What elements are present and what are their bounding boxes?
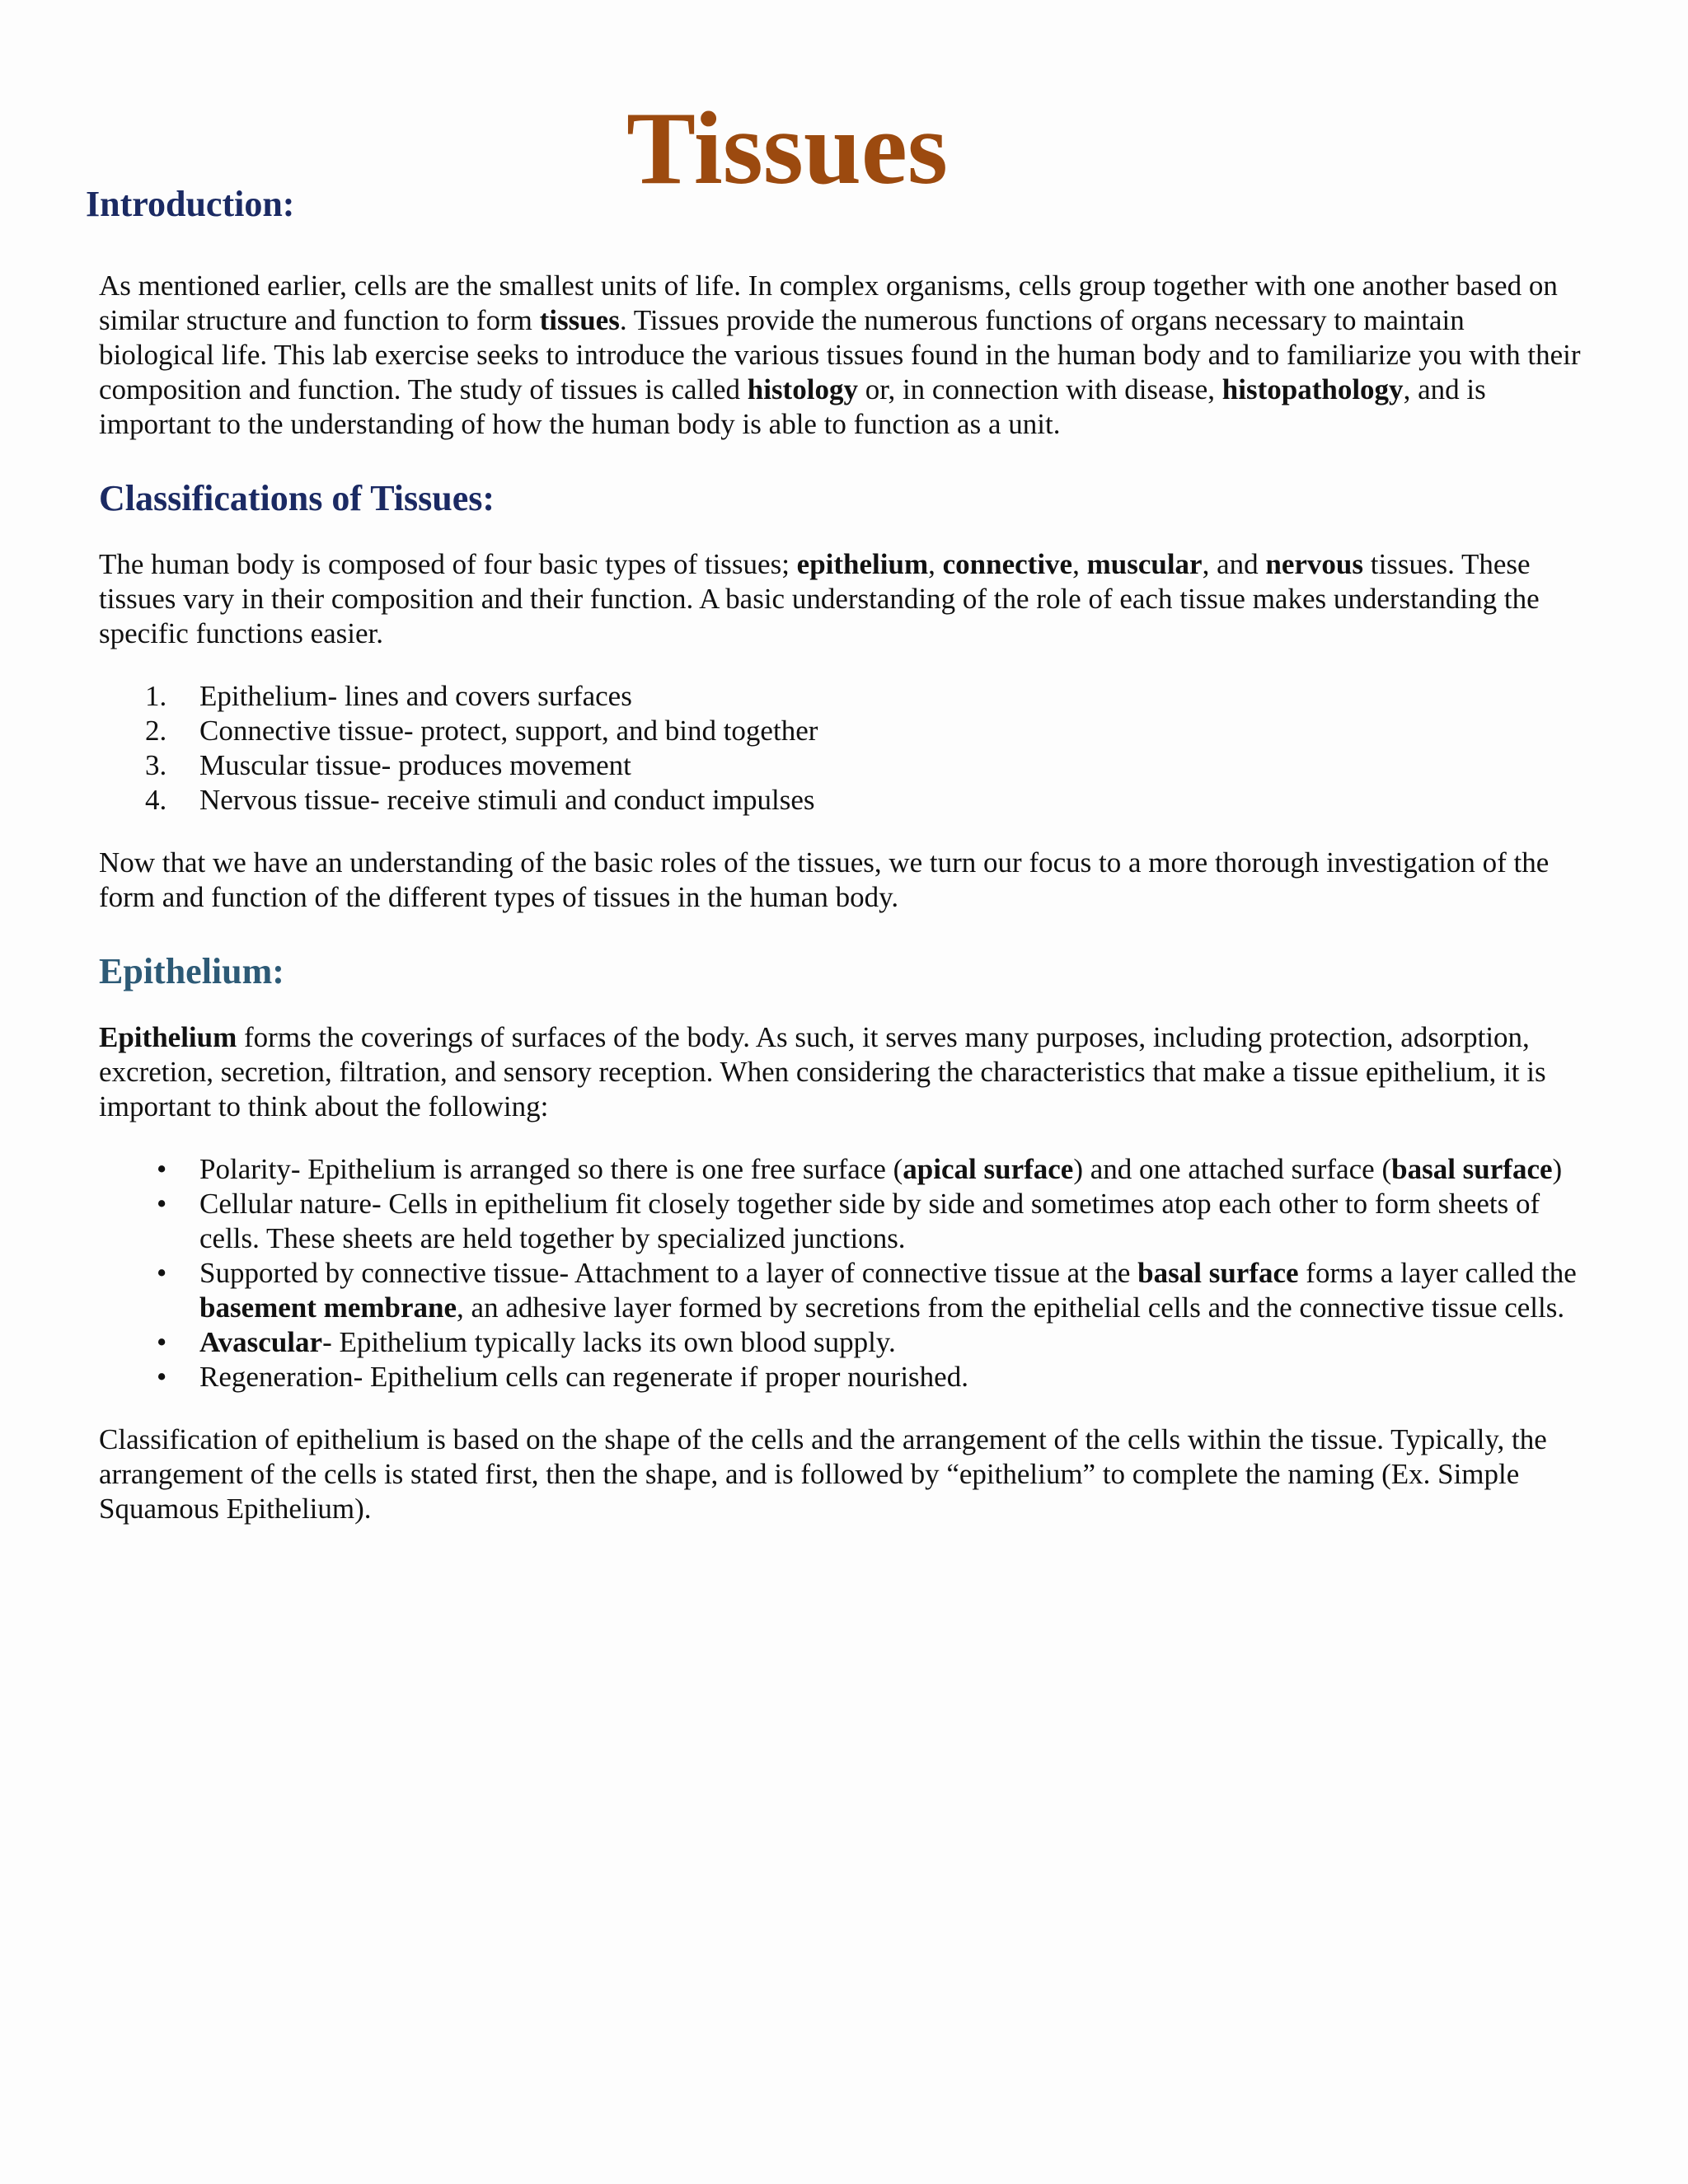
term-histology: histology — [747, 373, 858, 405]
term-tissues: tissues — [539, 304, 620, 336]
list-item: 1. Epithelium- lines and covers surfaces — [145, 680, 632, 712]
bullet-icon: • — [157, 1257, 167, 1289]
term-epithelium-lead: Epithelium — [99, 1021, 237, 1053]
term-nervous: nervous — [1265, 548, 1363, 580]
bullet-icon: • — [157, 1361, 167, 1393]
list-item: 3. Muscular tissue- produces movement — [145, 749, 631, 781]
epithelium-characteristics-list — [99, 1152, 1582, 1394]
term-apical-surface: apical surface — [903, 1153, 1074, 1185]
list-number: 2. — [145, 715, 167, 747]
list-item: • Regeneration- Epithelium cells can regenerate if proper nourished. — [157, 1361, 968, 1393]
bullet-icon: • — [157, 1188, 167, 1220]
term-basement-membrane: basement membrane — [199, 1291, 457, 1324]
list-item: 4. Nervous tissue- receive stimuli and conduct impulses — [145, 784, 815, 816]
list-item: • Supported by connective tissue- Attachment to a layer of connective tissue at the basal surface forms a layer called the basement membrane, an adhesive layer formed by secretions from the epithelial cells and the connective tissue cells. — [157, 1257, 1577, 1324]
page-title: Tissues — [626, 91, 948, 206]
term-muscular: muscular — [1086, 548, 1203, 580]
transition-paragraph: Now that we have an understanding of the basic roles of the tissues, we turn our focus to a more thorough investigation of the form and function of the different types of tissues in the human body. — [99, 846, 1550, 913]
classifications-heading: Classifications of Tissues: — [99, 478, 495, 518]
list-item: • Polarity- Epithelium is arranged so there is one free surface (apical surface) and one attached surface (basal surface) — [157, 1153, 1563, 1185]
classification-paragraph: Classification of epithelium is based on the shape of the cells and the arrangement of the cells within the tissue. Typically, the arrangement of the cells is stated first, then the shape, and is followed by “epithelium” to complete the naming (Ex. Simple Squamous Epithelium). — [99, 1423, 1547, 1525]
list-number: 1. — [145, 680, 167, 712]
term-epithelium: epithelium — [796, 548, 929, 580]
introduction-paragraph: As mentioned earlier, cells are the smallest units of life. In complex organisms, cells group together with one another based on similar structure and function to form tissues. Tissues provide the numerous functions of organs necessary to maintain biological life. This lab exercise seeks to introduce the various tissues found in the human body and to familiarize you with their composition and function. The study of tissues is called histology or, in connection with disease, histopathology, and is important to the understanding of how the human body is able to function as a unit. — [99, 269, 1581, 440]
list-item: • Cellular nature- Cells in epithelium fit closely together side by side and sometimes atop each other to form sheets of cells. These sheets are held together by specialized junctions. — [157, 1188, 1540, 1254]
term-connective: connective — [942, 548, 1073, 580]
introduction-heading: Introduction: — [86, 184, 295, 224]
document-content — [99, 269, 1582, 1526]
term-basal-surface: basal surface — [1137, 1257, 1299, 1289]
epithelium-heading: Epithelium: — [99, 951, 284, 991]
list-number: 3. — [145, 749, 167, 781]
list-item: • Avascular- Epithelium typically lacks its own blood supply. — [157, 1326, 896, 1358]
bullet-icon: • — [157, 1326, 167, 1358]
list-number: 4. — [145, 784, 167, 816]
tissue-types-list — [99, 679, 1582, 818]
list-item: 2. Connective tissue- protect, support, and bind together — [145, 715, 818, 747]
term-avascular: Avascular — [199, 1326, 323, 1358]
term-basal-surface: basal surface — [1391, 1153, 1553, 1185]
classifications-paragraph: The human body is composed of four basic types of tissues; epithelium, connective, muscular, and nervous tissues. These tissues vary in their composition and their function. A basic understanding of the role of each tissue makes understanding the specific functions easier. — [99, 548, 1540, 649]
epithelium-paragraph: Epithelium forms the coverings of surfaces of the body. As such, it serves many purposes, including protection, adsorption, excretion, secretion, filtration, and sensory reception. When considering the characteristics that make a tissue epithelium, it is important to think about the following: — [99, 1021, 1546, 1122]
bullet-icon: • — [157, 1153, 167, 1185]
term-histopathology: histopathology — [1221, 373, 1404, 405]
